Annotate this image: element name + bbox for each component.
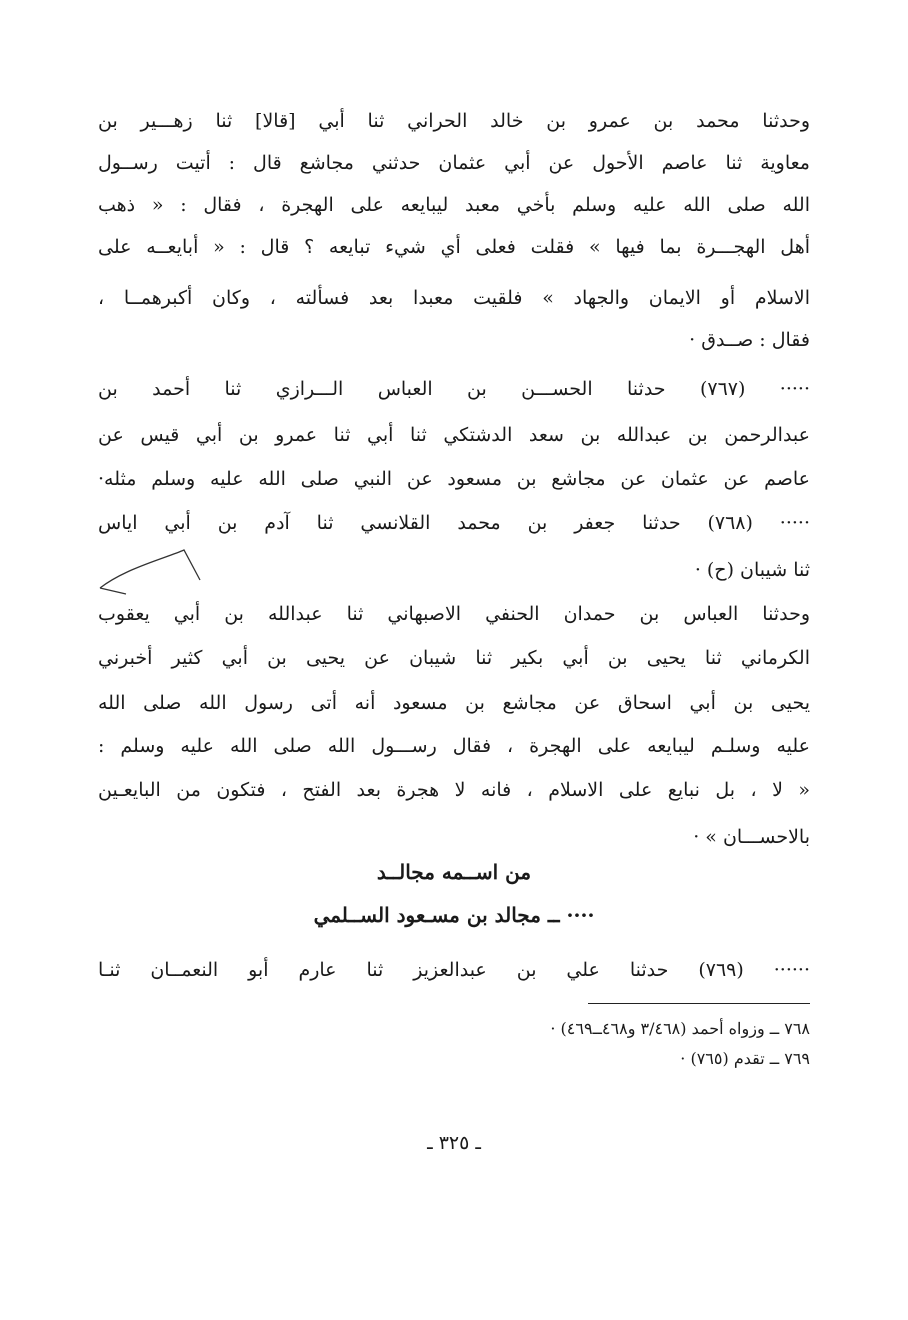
text-line-13: الكرماني ثنا يحيى بن أبي بكير ثنا شيبان عن يحيى بن أبي كثير أخبرني <box>98 647 810 669</box>
text-line-6: فقال : صــدق · <box>689 329 810 351</box>
text-line-7: ····· (٧٦٧) حدثنا الحســـن بن العباس الـــرازي ثنا أحمد بن <box>98 378 810 400</box>
footnote-separator <box>588 1003 810 1004</box>
section-heading-entry: ···· ــ مجالد بن مسـعود الســلمي <box>313 903 595 927</box>
text-line-10: ····· (٧٦٨) حدثنا جعفر بن محمد القلانسي ثنا آدم بن أبي اياس <box>98 512 810 534</box>
page-number: ـ ٣٢٥ ـ <box>427 1132 481 1154</box>
text-line-2: معاوية ثنا عاصم الأحول عن أبي عثمان حدثني مجاشع قال : أتيت رســول <box>98 152 810 174</box>
footnote-769: ٧٦٩ ــ تقدم (٧٦٥) · <box>680 1049 810 1068</box>
section-heading-name: من اســمه مجالــد <box>376 860 532 884</box>
pen-mark-icon <box>96 548 206 598</box>
text-line-18: ······ (٧٦٩) حدثنا علي بن عبدالعزيز ثنا عارم أبو النعمــان ثنـا <box>98 959 810 981</box>
text-line-12: وحدثنا العباس بن حمدان الحنفي الاصبهاني ثنا عبدالله بن أبي يعقوب <box>98 603 810 625</box>
text-line-15: عليه وسلـم ليبايعه على الهجرة ، فقال رســـول الله صلى الله عليه وسلم : <box>98 735 810 757</box>
text-line-9: عاصم عن عثمان عن مجاشع بن مسعود عن النبي صلى الله عليه وسلم مثله· <box>98 468 810 490</box>
text-line-11: ثنا شيبان (ح) · <box>694 559 810 581</box>
text-line-4: أهل الهجـــرة بما فيها » فقلت فعلى أي شيء تبايعه ؟ قال : « أبايعــه على <box>98 236 810 258</box>
text-line-8: عبدالرحمن بن عبدالله بن سعد الدشتكي ثنا أبي ثنا عمرو بن أبي قيس عن <box>98 424 810 446</box>
text-line-1: وحدثنا محمد بن عمرو بن خالد الحراني ثنا أبي [قالا] ثنا زهـــير بن <box>98 110 810 132</box>
text-line-16: « لا ، بل نبايع على الاسلام ، فانه لا هجرة بعد الفتح ، فتكون من البايعـين <box>98 779 810 801</box>
text-line-17: بالاحســـان » · <box>693 826 810 848</box>
text-line-5: الاسلام أو الايمان والجهاد » فلقيت معبدا بعد فسألته ، وكان أكبرهمــا ، <box>98 287 810 309</box>
text-line-3: الله صلى الله عليه وسلم بأخي معبد ليبايعه على الهجرة ، فقال : « ذهب <box>98 194 810 216</box>
footnote-768: ٧٦٨ ــ وزواه أحمد (٣/٤٦٨ و٤٦٨ــ٤٦٩) · <box>550 1019 810 1038</box>
text-line-14: يحيى بن أبي اسحاق عن مجاشع بن مسعود أنه أتى رسول الله صلى الله <box>98 692 810 714</box>
